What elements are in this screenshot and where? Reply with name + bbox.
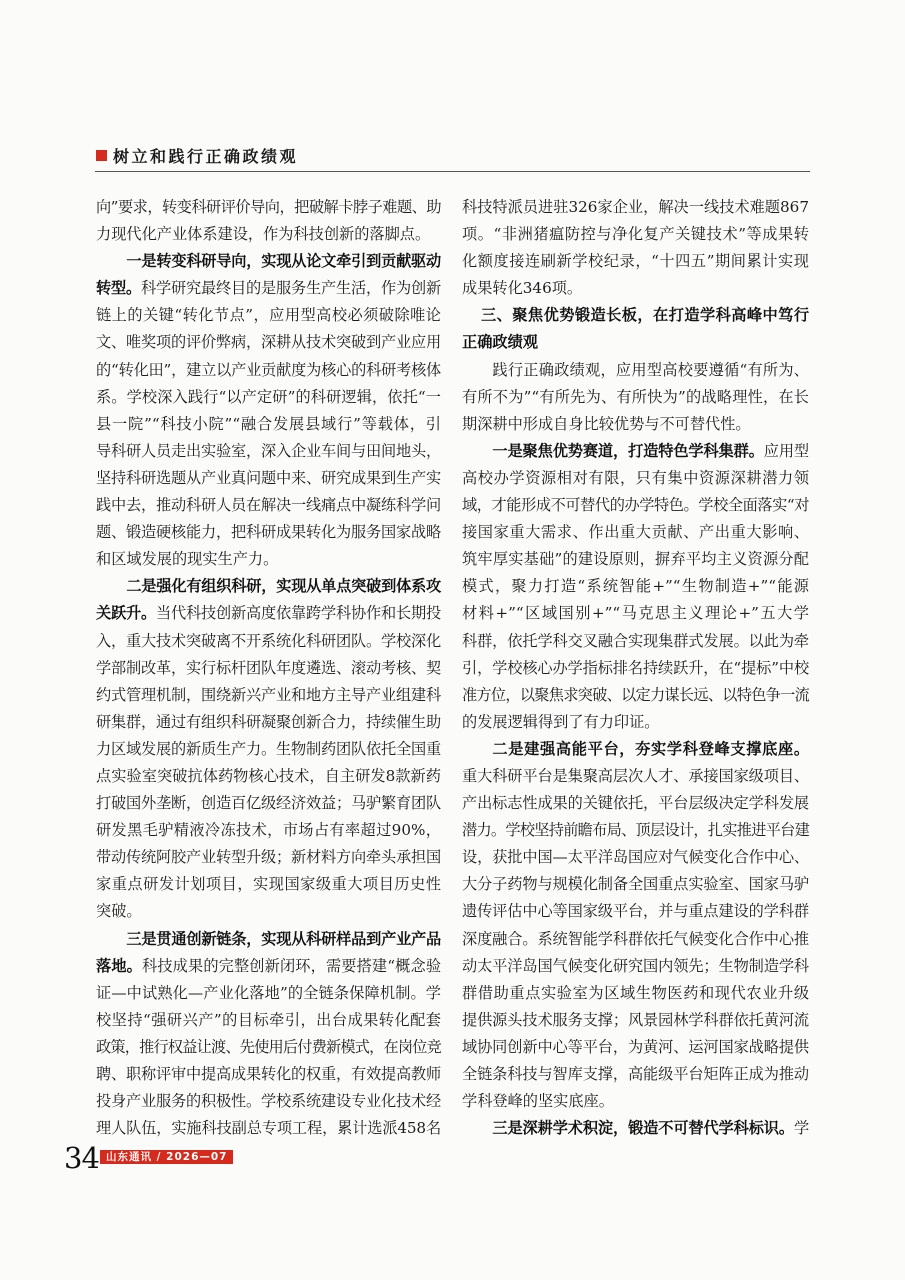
text-line [462,1088,809,1115]
text-line [462,1115,809,1142]
text-line [462,248,809,275]
text-line [462,817,809,844]
line-text: 带动传统阿胶产业转型升级；新材料方向牵头承担国 [96,848,441,867]
text-line [462,898,809,925]
line-text: 学部制改革，实行标杆团队年度遴选、滚动考核、契 [96,658,441,677]
publication-tag: 山东通讯 / 2026—07 [100,1150,233,1164]
text-line [462,194,809,221]
line-text: 学科登峰的坚实底座。 [462,1092,614,1111]
lead-in-phrase: 二是建强高能平台，夯实学科登峰支撑底座。 [492,739,809,758]
text-line [462,790,809,817]
line-text: 科技特派员进驻326家企业，解决一线技术难题867 [462,198,809,216]
line-text: 践行正确政绩观，应用型高校要遵循“有所为、 [492,360,809,379]
line-text: 期深耕中形成自身比较优势与不可替代性。 [462,414,751,433]
line-text: 引，学校核心办学指标排名持续跃升，在“提标”中校 [462,658,809,677]
lead-in-phrase: 一是聚焦优势赛道，打造特色学科集群。 [492,441,764,460]
text-line [462,1034,809,1061]
text-line [462,1061,809,1088]
text-column-right [462,194,809,1142]
line-text: 研集群，通过有组织科研凝聚创新合力，持续催生助 [96,712,441,731]
text-line [462,844,809,871]
line-text: 准方位，以聚焦求突破、以定力谋长远、以特色争一流 [462,685,809,704]
text-line [462,384,809,411]
line-text: 材料+”“区域国别+”“马克思主义理论+”五大学 [462,604,809,623]
line-text: 遗传评估中心等国家级平台，并与重点建设的学科群 [462,902,809,921]
text-line [96,411,441,438]
line-text: 正确政绩观 [462,333,538,352]
line-text: 学 [793,1119,809,1138]
text-line [96,384,441,411]
line-text: 高校办学资源相对有限，只有集中资源深耕潜力领 [462,468,809,487]
lead-in-phrase: 三是深耕学术积淀，锻造不可替代学科标识。 [492,1119,794,1138]
line-text: 产出标志性成果的关键依托，平台层级决定学科发展 [462,794,809,813]
line-text: 域协同创新中心等平台，为黄河、运河国家战略提供 [462,1037,809,1056]
text-line [96,1115,441,1142]
text-line [96,275,441,302]
text-line [96,600,441,627]
text-line [462,709,809,736]
text-line [96,655,441,682]
line-text: 力区域发展的新质生产力。生物制药团队依托全国重 [96,739,441,758]
lead-in-phrase: 三是贯通创新链条，实现从科研样品到产业产品 [126,929,441,948]
line-text: 约式管理机制，围绕新兴产业和地方主导产业组建科 [96,685,441,704]
line-text: 研发黑毛驴精液冷冻技术，市场占有率超过90%， [96,821,441,840]
text-line [96,682,441,709]
text-line [96,1034,441,1061]
section-header [96,143,298,167]
text-line [462,275,809,302]
text-line [96,519,441,546]
text-line [462,492,809,519]
section-heading-line [462,329,809,356]
line-text: 向”要求，转变科研评价导向，把破解卡脖子难题、助 [96,198,441,216]
text-line [96,898,441,925]
text-line [96,790,441,817]
text-line [96,1061,441,1088]
line-text: 成果转化346项。 [462,279,583,298]
line-text: 坚持科研选题从产业真问题中来、研究成果到生产实 [96,468,441,487]
lead-in-phrase: 一是转变科研导向，实现从论文牵引到贡献驱动 [126,252,441,271]
text-line [96,546,441,573]
line-text: 和区域发展的现实生产力。 [96,550,279,569]
line-text: 点实验室突破抗体药物核心技术，自主研发8款新药 [96,766,441,785]
line-text: 提供源头技术服务支撑；风景园林学科群依托黄河流 [462,1010,809,1029]
text-line [462,357,809,384]
line-text: 系。学校深入践行“以产定研”的科研逻辑，依托“一 [96,387,441,406]
section-heading-line [462,302,809,329]
line-text: 文、唯奖项的评价弊病，深耕从技术突破到产业应用 [96,333,441,352]
line-text: 导科研人员走出实验室，深入企业车间与田间地头， [96,441,441,460]
text-line [96,248,441,275]
line-text: 全链条科技与智库支撑，高能级平台矩阵正成为推动 [462,1065,809,1083]
line-text: 有所不为”“有所先为、有所快为”的战略理性，在长 [462,387,809,406]
text-line [462,763,809,790]
line-text: 深度融合。系统智能学科群依托气候变化合作中心推 [462,929,809,948]
line-text: 筑牢厚实基础”的建设原则，摒弃平均主义资源分配 [462,550,809,569]
text-line [96,221,441,248]
line-text: 入，重大技术突破离不开系统化科研团队。学校深化 [96,631,441,650]
text-line [96,709,441,736]
line-text: 的发展逻辑得到了有力印证。 [462,712,660,731]
line-text: 应用型 [763,441,809,460]
line-text: 校坚持“强研兴产”的目标牵引，出台成果转化配套 [96,1010,441,1029]
text-line [96,302,441,329]
line-text: 化额度接连刷新学校纪录，“十四五”期间累计实现 [462,252,809,271]
lead-in-phrase: 关跃升。 [96,604,157,623]
line-text: 科学研究最终目的是服务生产生活，作为创新 [141,279,442,298]
text-line [96,194,441,221]
line-text: 县一院”“科技小院”“融合发展县域行”等载体，引 [96,414,441,433]
text-line [462,655,809,682]
text-line [96,844,441,871]
text-line [96,953,441,980]
text-line [96,736,441,763]
lead-in-phrase: 转型。 [96,279,142,298]
text-line [462,953,809,980]
line-text: 题、锻造硬核能力，把科研成果转化为服务国家战略 [96,523,441,542]
line-text: 当代科技创新高度依靠跨学科协作和长期投 [156,604,441,623]
text-line [96,980,441,1007]
page-number: 34 [64,1141,99,1175]
line-text: 科群，依托学科交叉融合实现集群式发展。以此为牵 [462,631,809,650]
line-text: 潜力。学校坚持前瞻布局、顶层设计，扎实推进平台建 [462,821,809,840]
line-text: 大分子药物与规模化制备全国重点实验室、国家马驴 [462,875,809,894]
text-line [96,1088,441,1115]
text-line [462,221,809,248]
line-text: 聘、职称评审中提高成果转化的权重，有效提高教师 [96,1065,441,1083]
line-text: 投身产业服务的积极性。学校系统建设专业化技术经 [96,1092,441,1111]
text-column-left [96,194,441,1142]
line-text: 模式，聚力打造“系统智能+”“生物制造+”“能源 [462,577,809,596]
lead-in-phrase: 落地。 [96,956,142,975]
line-text: 群借助重点实验室为区域生物医药和现代农业升级 [462,983,809,1002]
text-line [462,926,809,953]
text-line [462,628,809,655]
text-line [462,682,809,709]
text-line [462,600,809,627]
text-line [96,492,441,519]
line-text: 政策，推行权益让渡、先使用后付费新模式，在岗位竞 [96,1037,441,1056]
text-line [462,1007,809,1034]
line-text: 证—中试熟化—产业化落地”的全链条保障机制。学 [96,983,441,1002]
line-text: 家重点研发计划项目，实现国家级重大项目历史性 [96,875,441,894]
line-text: 域，才能形成不可替代的办学特色。学校全面落实“对 [462,496,809,515]
line-text: 践中去，推动科研人员在解决一线痛点中凝练科学问 [96,496,441,515]
text-line [96,763,441,790]
line-text: 动太平洋岛国气候变化研究国内领先；生物制造学科 [462,956,809,975]
line-text: 的“转化田”，建立以产业贡献度为核心的科研考核体 [96,360,441,379]
line-text: 重大科研平台是集聚高层次人才、承接国家级项目、 [462,766,809,785]
line-text: 链上的关键“转化节点”，应用型高校必须破除唯论 [96,306,441,325]
line-text: 突破。 [96,902,142,921]
text-line [96,1007,441,1034]
text-line [96,329,441,356]
text-line [96,573,441,600]
section-title: 树立和践行正确政绩观 [113,146,299,166]
text-line [462,546,809,573]
text-line [462,573,809,600]
text-line [96,357,441,384]
section-marker [96,150,107,161]
text-line [96,871,441,898]
line-text: 三、聚焦优势锻造长板，在打造学科高峰中笃行 [481,306,809,325]
line-text: 力现代化产业体系建设，作为科技创新的落脚点。 [96,225,431,244]
text-line [462,438,809,465]
lead-in-phrase: 二是强化有组织科研，实现从单点突破到体系攻 [126,577,441,596]
text-line [462,736,809,763]
text-line [96,628,441,655]
text-line [96,465,441,492]
line-text: 科技成果的完整创新闭环，需要搭建“概念验 [142,956,442,975]
line-text: 项。“非洲猪瘟防控与净化复产关键技术”等成果转 [462,225,809,244]
text-line [96,438,441,465]
text-line [462,411,809,438]
text-line [96,926,441,953]
text-line [462,519,809,546]
text-line [462,871,809,898]
text-line [462,980,809,1007]
line-text: 理人队伍，实施科技副总专项工程，累计选派458名 [96,1119,441,1138]
text-line [462,465,809,492]
line-text: 打破国外垄断，创造百亿级经济效益；马驴繁育团队 [96,794,441,813]
text-line [96,817,441,844]
header-divider [95,171,810,172]
line-text: 设，获批中国—太平洋岛国应对气候变化合作中心、 [462,848,809,867]
line-text: 接国家重大需求、作出重大贡献、产出重大影响、 [462,523,809,542]
